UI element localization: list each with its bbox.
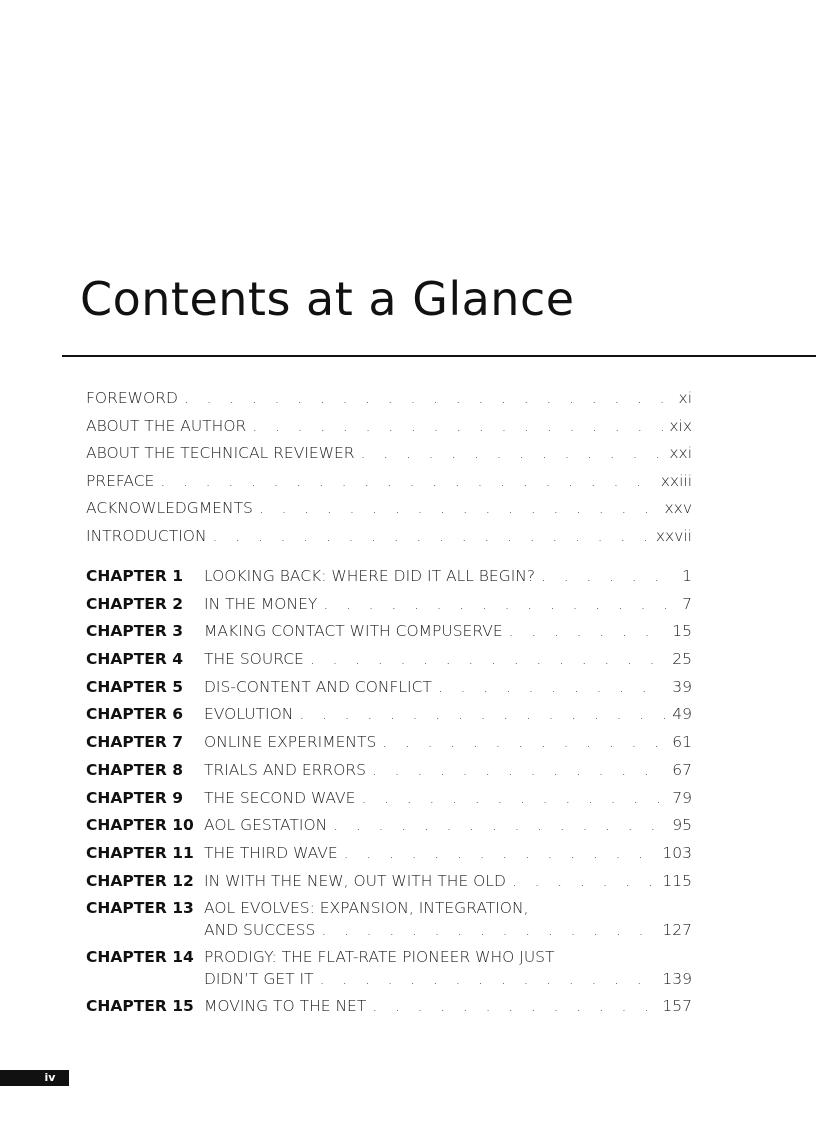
chapter-title-block: [204, 898, 692, 941]
chapter-title: TRIALS AND ERRORS: [204, 760, 367, 779]
dot-leader: [259, 498, 659, 520]
chapter-entry[interactable]: [86, 732, 692, 760]
toc-entry[interactable]: [86, 498, 692, 526]
chapter-entry[interactable]: [86, 788, 692, 816]
chapter-title-block: [204, 871, 692, 893]
chapter-label: CHAPTER 4: [86, 650, 183, 669]
chapter-entry[interactable]: [86, 871, 692, 899]
chapter-label: CHAPTER 9: [86, 788, 183, 807]
dot-leader: [541, 566, 676, 588]
chapter-title: AOL GESTATION: [204, 816, 328, 835]
toc-entry-title: INTRODUCTION: [86, 526, 207, 545]
chapter-title-block: [204, 677, 692, 699]
chapter-page-number: 95: [672, 816, 692, 835]
page-title: Contents at a Glance: [80, 272, 575, 326]
toc-entry-line: [86, 388, 692, 410]
chapter-title-line: [204, 871, 692, 893]
toc-entry-title: FOREWORD: [86, 389, 178, 407]
toc-entry-line: [86, 443, 692, 465]
chapter-title-line: [204, 969, 692, 991]
dot-leader: [160, 471, 654, 493]
toc-entry-line: [86, 416, 692, 438]
toc-entry-title: ACKNOWLEDGMENTS: [86, 499, 253, 518]
chapter-entry[interactable]: [86, 621, 692, 649]
chapter-label: CHAPTER 12: [86, 871, 194, 890]
chapter-title: DIS-CONTENT AND CONFLICT: [204, 677, 432, 696]
chapter-title-block: [204, 732, 692, 754]
dot-leader: [509, 621, 667, 643]
chapter-title: AOL EVOLVES: EXPANSION, INTEGRATION,: [204, 899, 529, 918]
chapter-list: [86, 566, 692, 1024]
chapter-entry[interactable]: [86, 677, 692, 705]
chapter-title-block: [204, 649, 692, 671]
toc-entry-line: [86, 526, 692, 548]
chapter-page-number: 67: [672, 760, 692, 779]
chapter-title-block: [204, 947, 692, 990]
chapter-entry[interactable]: [86, 898, 692, 941]
chapter-title-line: [204, 760, 692, 782]
dot-leader: [361, 443, 664, 465]
front-matter-list: [86, 388, 692, 554]
chapter-title: THE SOURCE: [204, 650, 304, 669]
chapter-title: MOVING TO THE NET: [204, 997, 367, 1016]
chapter-title-block: [204, 843, 692, 865]
chapter-label: CHAPTER 1: [86, 567, 183, 585]
dot-leader: [438, 677, 666, 699]
title-rule: [62, 355, 816, 357]
chapter-entry[interactable]: [86, 843, 692, 871]
chapter-title-block: [204, 566, 692, 588]
toc-page-number: xix: [669, 416, 692, 435]
toc-entry[interactable]: [86, 388, 692, 416]
dot-leader: [323, 594, 676, 616]
toc-entry[interactable]: [86, 416, 692, 444]
chapter-entry[interactable]: [86, 704, 692, 732]
chapter-title-block: [204, 760, 692, 782]
chapter-title-line: [204, 920, 692, 942]
chapter-page-number: 103: [662, 843, 692, 862]
dot-leader: [252, 416, 663, 438]
chapter-entry[interactable]: [86, 760, 692, 788]
chapter-title-line: [204, 649, 692, 671]
chapter-title-line: [204, 566, 692, 588]
chapter-label: CHAPTER 15: [86, 997, 194, 1016]
chapter-page-number: 139: [662, 969, 692, 988]
chapter-title: IN WITH THE NEW, OUT WITH THE OLD: [204, 871, 506, 890]
chapter-entry[interactable]: [86, 947, 692, 990]
chapter-page-number: 15: [672, 622, 692, 641]
toc-page-number: xxiii: [660, 471, 692, 490]
toc-entry-title: ABOUT THE TECHNICAL REVIEWER: [86, 444, 355, 463]
dot-leader: [310, 649, 666, 671]
chapter-title: THE THIRD WAVE: [204, 843, 338, 862]
chapter-title: LOOKING BACK: WHERE DID IT ALL BEGIN?: [204, 567, 536, 585]
chapter-title: DIDN’T GET IT: [204, 969, 314, 988]
toc-page-number: xxv: [664, 499, 692, 518]
chapter-title: MAKING CONTACT WITH COMPUSERVE: [204, 622, 503, 641]
chapter-label: CHAPTER 6: [86, 705, 183, 724]
chapter-label: CHAPTER 2: [86, 594, 183, 613]
chapter-label: CHAPTER 10: [86, 816, 194, 835]
chapter-page-number: 61: [672, 733, 692, 752]
dot-leader: [213, 526, 650, 548]
chapter-entry[interactable]: [86, 996, 692, 1024]
chapter-entry[interactable]: [86, 594, 692, 622]
chapter-title-block: [204, 996, 692, 1018]
chapter-title-line: [204, 704, 692, 726]
chapter-label: CHAPTER 3: [86, 622, 183, 641]
chapter-title-block: [204, 788, 692, 810]
toc-entry-line: [86, 471, 692, 493]
chapter-page-number: 49: [672, 705, 692, 724]
toc-page-number: xxi: [669, 444, 692, 463]
dot-leader: [382, 732, 666, 754]
chapter-page-number: 25: [672, 650, 692, 669]
toc-entry-line: [86, 498, 692, 520]
chapter-title-line: [204, 677, 692, 699]
chapter-title-block: [204, 815, 692, 837]
chapter-title: PRODIGY: THE FLAT-RATE PIONEER WHO JUST: [204, 948, 555, 967]
chapter-title-block: [204, 594, 692, 616]
chapter-entry[interactable]: [86, 649, 692, 677]
chapter-title: THE SECOND WAVE: [204, 788, 356, 807]
chapter-title-line: [204, 996, 692, 1018]
dot-leader: [333, 815, 666, 837]
chapter-label: CHAPTER 13: [86, 899, 194, 918]
chapter-title-line: [204, 594, 692, 616]
chapter-title-line: [204, 898, 692, 920]
chapter-page-number: 115: [662, 871, 692, 890]
dot-leader: [321, 920, 656, 942]
chapter-page-number: 1: [682, 567, 692, 585]
chapter-page-number: 39: [672, 677, 692, 696]
toc-entry[interactable]: [86, 471, 692, 499]
chapter-page-number: 127: [662, 920, 692, 939]
chapter-page-number: 79: [672, 788, 692, 807]
toc-page-number: xi: [678, 389, 692, 407]
toc-entry[interactable]: [86, 526, 692, 554]
chapter-title-line: [204, 947, 692, 969]
chapter-title-line: [204, 621, 692, 643]
chapter-page-number: 7: [682, 594, 692, 613]
chapter-title-line: [204, 788, 692, 810]
dot-leader: [512, 871, 656, 893]
chapter-label: CHAPTER 5: [86, 677, 183, 696]
chapter-title: EVOLUTION: [204, 705, 294, 724]
chapter-title-line: [204, 732, 692, 754]
chapter-label: CHAPTER 14: [86, 948, 194, 967]
dot-leader: [299, 704, 666, 726]
chapter-title-block: [204, 621, 692, 643]
chapter-title-line: [204, 815, 692, 837]
dot-leader: [184, 388, 673, 410]
chapter-entry[interactable]: [86, 566, 692, 594]
dot-leader: [320, 969, 657, 991]
chapter-title: ONLINE EXPERIMENTS: [204, 733, 377, 752]
dot-leader: [372, 996, 656, 1018]
dot-leader: [344, 843, 657, 865]
toc-entry-title: PREFACE: [86, 471, 155, 490]
toc-entry-title: ABOUT THE AUTHOR: [86, 416, 247, 435]
chapter-title-block: [204, 704, 692, 726]
folio-number: iv: [44, 1071, 56, 1084]
chapter-label: CHAPTER 7: [86, 733, 183, 752]
chapter-title: AND SUCCESS: [204, 920, 316, 939]
chapter-entry[interactable]: [86, 815, 692, 843]
toc-entry[interactable]: [86, 443, 692, 471]
chapter-label: CHAPTER 8: [86, 760, 183, 779]
chapter-title: IN THE MONEY: [204, 594, 318, 613]
dot-leader: [372, 760, 666, 782]
chapter-page-number: 157: [662, 997, 692, 1016]
chapter-title-line: [204, 843, 692, 865]
page-folio: [0, 1070, 69, 1086]
toc-page-number: xxvii: [655, 526, 692, 545]
chapter-label: CHAPTER 11: [86, 843, 194, 862]
dot-leader: [361, 788, 666, 810]
